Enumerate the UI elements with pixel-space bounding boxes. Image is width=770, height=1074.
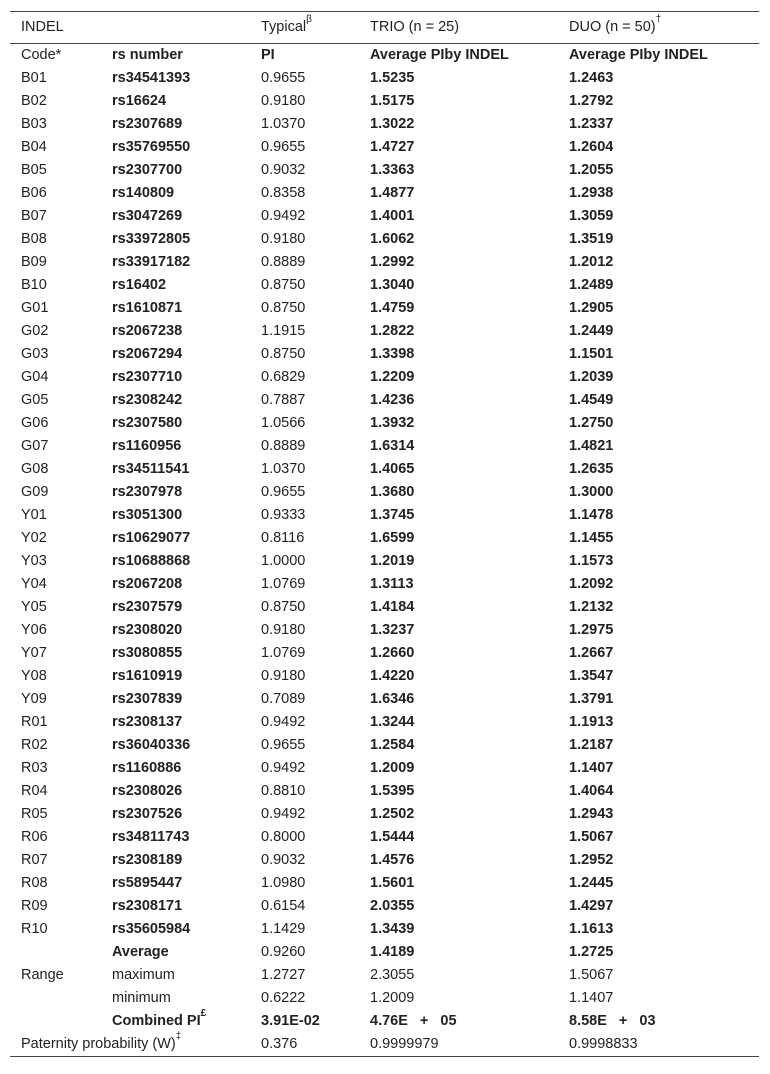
cell-pi: 0.8358 xyxy=(261,185,306,201)
cell-trio-avg: 1.4184 xyxy=(370,599,415,615)
cell-code: R03 xyxy=(21,760,48,776)
table-row xyxy=(10,527,759,550)
cell-duo-avg: 1.3519 xyxy=(569,231,614,247)
cell-code: G05 xyxy=(21,392,49,408)
cell-duo-avg: 1.2337 xyxy=(569,116,614,132)
cell-duo-avg: 1.2943 xyxy=(569,806,614,822)
subheader-duo-avg: Average PIby INDEL xyxy=(569,47,708,63)
cell-rs-number: rs2308137 xyxy=(112,714,183,730)
cell-trio-avg: 1.4576 xyxy=(370,852,415,868)
range-min-label: minimum xyxy=(112,990,171,1006)
cell-duo-avg: 1.2635 xyxy=(569,461,614,477)
cell-trio-avg: 1.4001 xyxy=(370,208,415,224)
cell-pi: 0.9655 xyxy=(261,139,306,155)
cell-pi: 0.9655 xyxy=(261,70,306,86)
cell-trio-avg: 1.2209 xyxy=(370,369,415,385)
cell-code: G08 xyxy=(21,461,49,477)
indel-pi-table xyxy=(10,11,759,1057)
cell-duo-avg: 1.2132 xyxy=(569,599,614,615)
cell-code: Y01 xyxy=(21,507,47,523)
cell-duo-avg: 1.2905 xyxy=(569,300,614,316)
table-row xyxy=(10,274,759,297)
table-row xyxy=(10,136,759,159)
cell-code: Y09 xyxy=(21,691,47,707)
cell-trio-avg: 1.5444 xyxy=(370,829,415,845)
cell-rs-number: rs2307700 xyxy=(112,162,183,178)
cell-pi: 1.1915 xyxy=(261,323,306,339)
combined-duo: 8.58E + 03 xyxy=(569,1013,656,1029)
subheader-rs: rs number xyxy=(112,47,183,63)
table-row xyxy=(10,596,759,619)
table-row xyxy=(10,688,759,711)
table-row xyxy=(10,389,759,412)
cell-pi: 0.9032 xyxy=(261,162,306,178)
cell-trio-avg: 1.2992 xyxy=(370,254,415,270)
cell-trio-avg: 1.6314 xyxy=(370,438,415,454)
cell-code: B07 xyxy=(21,208,47,224)
cell-code: R10 xyxy=(21,921,48,937)
cell-trio-avg: 1.4759 xyxy=(370,300,415,316)
cell-duo-avg: 1.2750 xyxy=(569,415,614,431)
table-row xyxy=(10,803,759,826)
cell-duo-avg: 1.2092 xyxy=(569,576,614,592)
cell-rs-number: rs2307839 xyxy=(112,691,183,707)
cell-code: G01 xyxy=(21,300,49,316)
cell-trio-avg: 1.4877 xyxy=(370,185,415,201)
table-row xyxy=(10,412,759,435)
table-row xyxy=(10,550,759,573)
cell-trio-avg: 1.3439 xyxy=(370,921,415,937)
cell-code: G07 xyxy=(21,438,49,454)
paternity-label: Paternity probability (W)‡ xyxy=(10,1033,250,1057)
cell-code: B09 xyxy=(21,254,47,270)
table-row xyxy=(10,320,759,343)
cell-rs-number: rs3047269 xyxy=(112,208,183,224)
cell-duo-avg: 1.2952 xyxy=(569,852,614,868)
cell-trio-avg: 1.4065 xyxy=(370,461,415,477)
cell-duo-avg: 1.4064 xyxy=(569,783,614,799)
paternity-trio: 0.9999979 xyxy=(359,1033,558,1057)
cell-pi: 0.8750 xyxy=(261,277,306,293)
cell-rs-number: rs36040336 xyxy=(112,737,191,753)
cell-rs-number: rs2067238 xyxy=(112,323,183,339)
cell-duo-avg: 1.1478 xyxy=(569,507,614,523)
cell-trio-avg: 1.3244 xyxy=(370,714,415,730)
table-row xyxy=(10,918,759,941)
cell-code: R07 xyxy=(21,852,48,868)
cell-duo-avg: 1.2938 xyxy=(569,185,614,201)
cell-pi: 0.8810 xyxy=(261,783,306,799)
cell-rs-number: rs33972805 xyxy=(112,231,191,247)
table-row xyxy=(10,780,759,803)
table-row xyxy=(10,435,759,458)
cell-rs-number: rs35605984 xyxy=(112,921,191,937)
cell-pi: 1.1429 xyxy=(261,921,306,937)
cell-pi: 0.9180 xyxy=(261,231,306,247)
cell-pi: 0.9655 xyxy=(261,484,306,500)
cell-trio-avg: 1.3363 xyxy=(370,162,415,178)
cell-trio-avg: 1.3398 xyxy=(370,346,415,362)
table-row xyxy=(10,826,759,849)
cell-rs-number: rs10629077 xyxy=(112,530,191,546)
table-row xyxy=(10,504,759,527)
range-max-trio: 2.3055 xyxy=(370,967,415,983)
cell-code: R04 xyxy=(21,783,48,799)
average-pi: 0.9260 xyxy=(261,944,306,960)
cell-duo-avg: 1.4297 xyxy=(569,898,614,914)
table-row xyxy=(10,665,759,688)
cell-trio-avg: 2.0355 xyxy=(370,898,415,914)
table-row xyxy=(10,343,759,366)
cell-pi: 1.0980 xyxy=(261,875,306,891)
cell-pi: 0.7887 xyxy=(261,392,306,408)
cell-trio-avg: 1.5175 xyxy=(370,93,415,109)
cell-rs-number: rs34511541 xyxy=(112,461,190,477)
table-row xyxy=(10,849,759,872)
cell-trio-avg: 1.2584 xyxy=(370,737,415,753)
header-typical: Typical$^\beta$ xyxy=(250,12,359,44)
cell-rs-number: rs2307580 xyxy=(112,415,183,431)
table-row xyxy=(10,711,759,734)
subheader-trio-avg: Average PIby INDEL xyxy=(370,47,509,63)
cell-pi: 0.8889 xyxy=(261,438,306,454)
table-row xyxy=(10,872,759,895)
table-row xyxy=(10,573,759,596)
table-row xyxy=(10,895,759,918)
cell-trio-avg: 1.3932 xyxy=(370,415,415,431)
cell-rs-number: rs34811743 xyxy=(112,829,190,845)
cell-code: G04 xyxy=(21,369,49,385)
cell-pi: 1.0370 xyxy=(261,461,306,477)
cell-trio-avg: 1.4727 xyxy=(370,139,415,155)
cell-trio-avg: 1.3113 xyxy=(370,576,414,592)
cell-code: B10 xyxy=(21,277,47,293)
cell-duo-avg: 1.2792 xyxy=(569,93,614,109)
cell-code: R06 xyxy=(21,829,48,845)
table-row xyxy=(10,251,759,274)
cell-rs-number: rs2308020 xyxy=(112,622,183,638)
cell-duo-avg: 1.1573 xyxy=(569,553,614,569)
cell-code: R09 xyxy=(21,898,48,914)
cell-rs-number: rs2308189 xyxy=(112,852,183,868)
cell-pi: 0.9180 xyxy=(261,93,306,109)
subheader-row xyxy=(10,44,759,68)
cell-duo-avg: 1.3059 xyxy=(569,208,614,224)
table-row xyxy=(10,734,759,757)
cell-duo-avg: 1.3547 xyxy=(569,668,614,684)
cell-trio-avg: 1.4236 xyxy=(370,392,415,408)
cell-code: R01 xyxy=(21,714,48,730)
cell-code: Y07 xyxy=(21,645,47,661)
cell-duo-avg: 1.1913 xyxy=(569,714,614,730)
cell-pi: 0.7089 xyxy=(261,691,306,707)
subheader-code: Code* xyxy=(21,47,62,63)
table-row xyxy=(10,67,759,90)
table-row xyxy=(10,228,759,251)
cell-code: B01 xyxy=(21,70,47,86)
cell-rs-number: rs35769550 xyxy=(112,139,191,155)
cell-rs-number: rs2067208 xyxy=(112,576,183,592)
cell-trio-avg: 1.3680 xyxy=(370,484,415,500)
cell-rs-number: rs1610871 xyxy=(112,300,183,316)
cell-trio-avg: 1.6062 xyxy=(370,231,415,247)
cell-duo-avg: 1.2604 xyxy=(569,139,614,155)
cell-code: Y04 xyxy=(21,576,47,592)
cell-rs-number: rs2307978 xyxy=(112,484,183,500)
table-row xyxy=(10,205,759,228)
range-max-row xyxy=(10,964,759,987)
cell-pi: 0.9492 xyxy=(261,714,306,730)
table-row xyxy=(10,366,759,389)
cell-pi: 1.0370 xyxy=(261,116,306,132)
cell-rs-number: rs10688868 xyxy=(112,553,191,569)
table-row xyxy=(10,642,759,665)
cell-duo-avg: 1.1407 xyxy=(569,760,614,776)
cell-duo-avg: 1.1501 xyxy=(569,346,614,362)
cell-duo-avg: 1.2975 xyxy=(569,622,614,638)
range-min-trio: 1.2009 xyxy=(370,990,415,1006)
cell-rs-number: rs2308171 xyxy=(112,898,183,914)
cell-code: B03 xyxy=(21,116,47,132)
cell-rs-number: rs2307579 xyxy=(112,599,183,615)
paternity-row xyxy=(10,1033,759,1057)
average-duo: 1.2725 xyxy=(569,944,614,960)
cell-code: Y03 xyxy=(21,553,47,569)
cell-trio-avg: 1.3022 xyxy=(370,116,415,132)
cell-code: B02 xyxy=(21,93,47,109)
cell-trio-avg: 1.5395 xyxy=(370,783,415,799)
combined-row xyxy=(10,1010,759,1033)
subheader-pi: PI xyxy=(261,47,275,63)
cell-duo-avg: 1.1455 xyxy=(569,530,614,546)
cell-pi: 0.9492 xyxy=(261,760,306,776)
cell-pi: 0.9333 xyxy=(261,507,306,523)
cell-duo-avg: 1.2449 xyxy=(569,323,614,339)
header-duo: DUO (n = 50)† xyxy=(558,12,759,44)
cell-code: R05 xyxy=(21,806,48,822)
cell-rs-number: rs2307526 xyxy=(112,806,183,822)
cell-rs-number: rs1160886 xyxy=(112,760,182,776)
range-max-pi: 1.2727 xyxy=(261,967,306,983)
table-row xyxy=(10,297,759,320)
average-label: Average xyxy=(112,944,169,960)
range-max-label: maximum xyxy=(112,967,175,983)
cell-rs-number: rs34541393 xyxy=(112,70,191,86)
cell-trio-avg: 1.5235 xyxy=(370,70,415,86)
cell-duo-avg: 1.3791 xyxy=(569,691,614,707)
cell-trio-avg: 1.3237 xyxy=(370,622,415,638)
cell-pi: 1.0566 xyxy=(261,415,306,431)
cell-rs-number: rs16402 xyxy=(112,277,167,293)
cell-duo-avg: 1.5067 xyxy=(569,829,614,845)
cell-trio-avg: 1.2660 xyxy=(370,645,415,661)
header-indel: INDEL xyxy=(10,12,250,44)
cell-rs-number: rs16624 xyxy=(112,93,167,109)
cell-duo-avg: 1.2055 xyxy=(569,162,614,178)
cell-code: B08 xyxy=(21,231,47,247)
range-min-row xyxy=(10,987,759,1010)
table-row xyxy=(10,458,759,481)
cell-rs-number: rs33917182 xyxy=(112,254,191,270)
cell-rs-number: rs2307710 xyxy=(112,369,183,385)
table-row xyxy=(10,757,759,780)
cell-trio-avg: 1.6599 xyxy=(370,530,415,546)
cell-rs-number: rs1160956 xyxy=(112,438,182,454)
cell-pi: 0.9655 xyxy=(261,737,306,753)
table-summary xyxy=(10,941,759,1057)
cell-pi: 0.9492 xyxy=(261,208,306,224)
cell-duo-avg: 1.2667 xyxy=(569,645,614,661)
average-row xyxy=(10,941,759,964)
cell-duo-avg: 1.4549 xyxy=(569,392,614,408)
cell-pi: 0.8750 xyxy=(261,346,306,362)
cell-pi: 0.9180 xyxy=(261,668,306,684)
cell-pi: 0.8116 xyxy=(261,530,305,546)
cell-rs-number: rs140809 xyxy=(112,185,175,201)
cell-rs-number: rs5895447 xyxy=(112,875,183,891)
cell-duo-avg: 1.2187 xyxy=(569,737,614,753)
cell-code: B05 xyxy=(21,162,47,178)
cell-pi: 0.8889 xyxy=(261,254,306,270)
cell-duo-avg: 1.1613 xyxy=(569,921,614,937)
cell-trio-avg: 1.4220 xyxy=(370,668,415,684)
cell-duo-avg: 1.2489 xyxy=(569,277,614,293)
table-row xyxy=(10,113,759,136)
cell-duo-avg: 1.3000 xyxy=(569,484,614,500)
cell-rs-number: rs2307689 xyxy=(112,116,183,132)
cell-code: R08 xyxy=(21,875,48,891)
paternity-duo: 0.9998833 xyxy=(558,1033,759,1057)
cell-rs-number: rs2067294 xyxy=(112,346,183,362)
cell-trio-avg: 1.2502 xyxy=(370,806,415,822)
table-row xyxy=(10,481,759,504)
table-row xyxy=(10,619,759,642)
table-body xyxy=(10,12,759,942)
cell-rs-number: rs2308026 xyxy=(112,783,183,799)
header-row xyxy=(10,12,759,44)
cell-trio-avg: 1.2009 xyxy=(370,760,415,776)
table-row xyxy=(10,90,759,113)
combined-pi: 3.91E-02 xyxy=(261,1013,320,1029)
cell-rs-number: rs1610919 xyxy=(112,668,183,684)
range-max-duo: 1.5067 xyxy=(569,967,614,983)
cell-duo-avg: 1.2039 xyxy=(569,369,614,385)
cell-trio-avg: 1.2019 xyxy=(370,553,415,569)
cell-code: Y02 xyxy=(21,530,47,546)
cell-code: G03 xyxy=(21,346,49,362)
cell-code: B04 xyxy=(21,139,47,155)
paternity-pi: 0.376 xyxy=(250,1033,359,1057)
cell-code: R02 xyxy=(21,737,48,753)
cell-code: G02 xyxy=(21,323,49,339)
cell-pi: 0.6829 xyxy=(261,369,306,385)
cell-trio-avg: 1.3745 xyxy=(370,507,415,523)
header-trio: TRIO (n = 25) xyxy=(359,12,558,44)
cell-trio-avg: 1.5601 xyxy=(370,875,415,891)
cell-trio-avg: 1.6346 xyxy=(370,691,415,707)
cell-trio-avg: 1.2822 xyxy=(370,323,415,339)
range-min-duo: 1.1407 xyxy=(569,990,614,1006)
cell-pi: 0.8000 xyxy=(261,829,306,845)
cell-pi: 1.0000 xyxy=(261,553,306,569)
cell-code: Y05 xyxy=(21,599,47,615)
cell-duo-avg: 1.2463 xyxy=(569,70,614,86)
cell-duo-avg: 1.4821 xyxy=(569,438,614,454)
cell-code: G06 xyxy=(21,415,49,431)
cell-rs-number: rs3051300 xyxy=(112,507,183,523)
range-label: Range xyxy=(21,967,64,983)
average-trio: 1.4189 xyxy=(370,944,415,960)
cell-pi: 0.9180 xyxy=(261,622,306,638)
cell-pi: 0.6154 xyxy=(261,898,306,914)
cell-rs-number: rs2308242 xyxy=(112,392,183,408)
table-row xyxy=(10,182,759,205)
cell-code: B06 xyxy=(21,185,47,201)
cell-trio-avg: 1.3040 xyxy=(370,277,415,293)
cell-rs-number: rs3080855 xyxy=(112,645,183,661)
cell-duo-avg: 1.2012 xyxy=(569,254,614,270)
cell-code: Y08 xyxy=(21,668,47,684)
cell-code: G09 xyxy=(21,484,49,500)
table-row xyxy=(10,159,759,182)
combined-label: Combined PI£ xyxy=(112,1008,207,1029)
cell-pi: 1.0769 xyxy=(261,645,306,661)
cell-duo-avg: 1.2445 xyxy=(569,875,614,891)
cell-pi: 0.9492 xyxy=(261,806,306,822)
cell-pi: 0.9032 xyxy=(261,852,306,868)
combined-trio: 4.76E + 05 xyxy=(370,1013,457,1029)
range-min-pi: 0.6222 xyxy=(261,990,306,1006)
cell-pi: 1.0769 xyxy=(261,576,306,592)
cell-code: Y06 xyxy=(21,622,47,638)
cell-pi: 0.8750 xyxy=(261,300,306,316)
cell-pi: 0.8750 xyxy=(261,599,306,615)
